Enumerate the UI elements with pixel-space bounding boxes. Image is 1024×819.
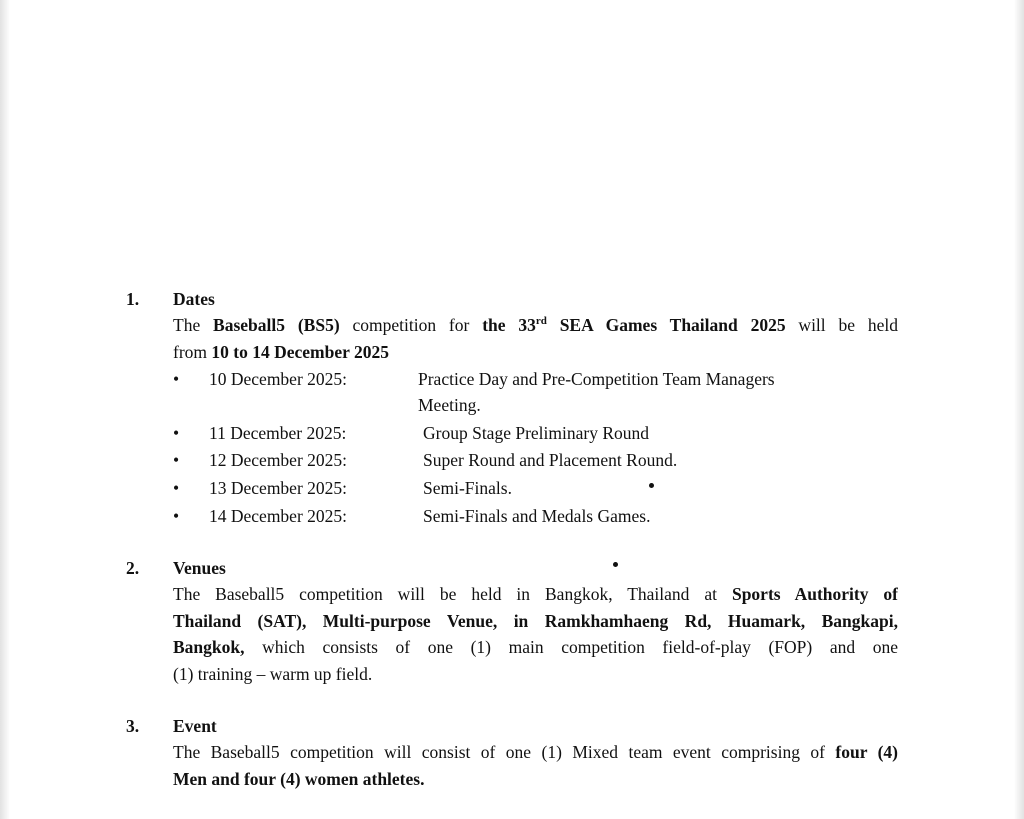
bullet-icon: •: [173, 369, 180, 389]
text-run: competition for: [339, 315, 483, 335]
schedule-item: [173, 366, 898, 393]
schedule-description: Semi-Finals and Medals Games.: [423, 506, 651, 526]
dates-intro-line-2: [173, 339, 898, 366]
bold-run: Bangkok,: [173, 637, 245, 657]
event-line-2: [173, 766, 898, 793]
bold-run: four (4): [835, 742, 898, 762]
text-run: the 33: [482, 315, 536, 335]
bold-run: Sports Authority of: [731, 584, 898, 604]
section-number: 2.: [126, 558, 140, 578]
schedule-item: [173, 447, 898, 474]
schedule-description: Group Stage Preliminary Round: [423, 423, 650, 443]
dates-intro-paragraph: [173, 312, 898, 365]
schedule-description: Semi-Finals.: [423, 478, 512, 498]
venues-line-1: [173, 581, 898, 608]
stray-dot-mark: [613, 562, 618, 567]
dates-intro-line-1: [173, 312, 898, 339]
stray-dot-mark: [649, 483, 654, 488]
bullet-icon: •: [173, 423, 180, 443]
section-heading-event: Event: [173, 716, 217, 736]
bold-run: [482, 315, 785, 335]
schedule-description: Meeting.: [418, 395, 481, 415]
bullet-icon: •: [173, 450, 180, 470]
text-run: from: [173, 341, 212, 362]
schedule-item-continuation: [173, 392, 898, 419]
section-number: 1.: [126, 289, 140, 309]
schedule-date: 10 December 2025:: [209, 369, 348, 389]
text-run: The Baseball5 competition will be held in Bangkok, Thailand at: [173, 584, 717, 604]
schedule-item: [173, 420, 898, 447]
schedule-date: 13 December 2025:: [209, 478, 348, 498]
venues-paragraph: [173, 581, 898, 687]
schedule-description: Practice Day and Pre-Competition Team Managers: [418, 369, 775, 389]
bullet-icon: •: [173, 478, 180, 498]
event-paragraph: [173, 739, 898, 792]
section-heading-dates: Dates: [173, 289, 215, 309]
venues-line-3: [173, 634, 898, 661]
schedule-date: 12 December 2025:: [209, 450, 348, 470]
schedule-item: [173, 475, 898, 502]
text-run: which consists of one (1) main competition field-of-play (FOP) and one: [262, 637, 898, 657]
superscript: rd: [535, 315, 547, 327]
bullet-icon: •: [173, 506, 180, 526]
text-run: will be held: [785, 315, 898, 335]
text-run: The: [173, 315, 214, 335]
schedule-description: Super Round and Placement Round.: [423, 450, 678, 470]
bold-run: Baseball5 (BS5): [213, 315, 340, 335]
schedule-date: 14 December 2025:: [209, 506, 348, 526]
section-heading-venues: Venues: [173, 558, 226, 578]
bold-run: 10 to 14 December 2025: [211, 341, 389, 362]
text-run: The Baseball5 competition will consist of one (1) Mixed team event comprising of: [173, 742, 825, 762]
event-line-1: [173, 739, 898, 766]
bold-run: Thailand (SAT), Multi-purpose Venue, in Ramkhamhaeng Rd, Huamark, Bangkapi,: [173, 610, 898, 631]
schedule-date: 11 December 2025:: [209, 423, 347, 443]
venues-line-4: (1) training – warm up field.: [173, 663, 373, 684]
venues-line-2: [173, 608, 898, 635]
bold-run: Men and four (4) women athletes.: [173, 768, 425, 789]
text-run: SEA Games Thailand 2025: [546, 315, 786, 335]
schedule-item: [173, 503, 898, 530]
section-number: 3.: [126, 716, 140, 736]
